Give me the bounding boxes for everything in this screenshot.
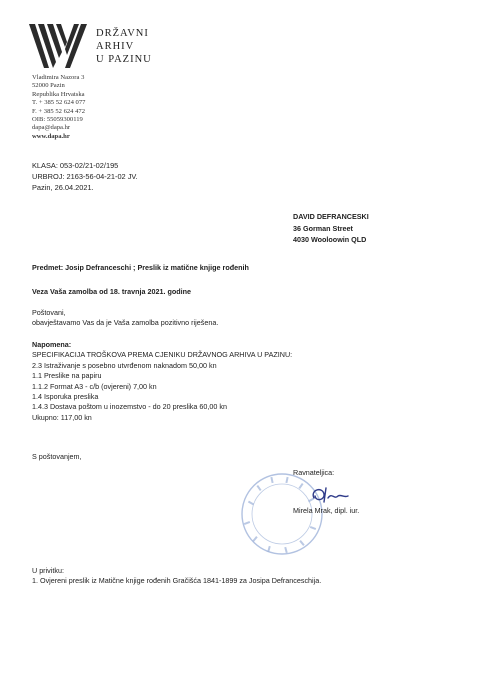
attachment-title: U privitku: — [32, 566, 64, 575]
signatory-name: Mirela Mrak, dipl. iur. — [293, 506, 360, 515]
urbroj-line: URBROJ: 2163-56-04-21-02 JV. — [32, 172, 138, 181]
attachment-block — [32, 566, 321, 587]
note-line: 1.4 Isporuka preslika — [32, 392, 99, 402]
letter-body — [32, 308, 218, 329]
note-line: 1.4.3 Dostava poštom u inozemstvo - do 20 preslika 60,00 kn — [32, 402, 227, 412]
address-line: 52000 Pazin — [32, 82, 65, 90]
institution-name-line: ARHIV — [96, 41, 135, 52]
reference-prefix: Veza — [32, 287, 48, 296]
recipient-street: 36 Gorman Street — [293, 223, 353, 233]
greeting: Poštovani, — [32, 308, 66, 317]
subject-line: Predmet: Josip Defranceschi ; Preslik iz matične knjige rođenih — [32, 263, 249, 272]
note-line: 2.3 Istraživanje s posebno utvrđenom naknadom 50,00 kn — [32, 360, 217, 370]
address-phone: T. + 385 52 624 077 — [32, 99, 86, 107]
reference-block — [32, 160, 138, 193]
attachment-item: 1. Ovjereni preslik iz Matične knjige rođenih Gračišća 1841-1899 za Josipa Defranceschija. — [32, 576, 322, 586]
note-line: 1.1.2 Format A3 - c/b (ovjereni) 7,00 kn — [32, 381, 157, 391]
address-line: Republika Hrvatska — [32, 90, 85, 98]
handwritten-signature — [308, 484, 358, 506]
sender-address — [32, 74, 85, 141]
institution-name-line: DRŽAVNI — [96, 28, 149, 39]
address-email: dapa@dapa.hr — [32, 124, 71, 132]
reference-line — [32, 287, 191, 297]
note-title: Napomena: — [32, 340, 72, 349]
address-oib: OIB: 55059300119 — [32, 116, 83, 124]
signatory-role: Ravnateljica: — [293, 468, 335, 477]
date-line: Pazin, 26.04.2021. — [32, 183, 94, 192]
institution-name-line: U PAZINU — [96, 54, 152, 65]
klasa-line: KLASA: 053-02/21-02/195 — [32, 161, 119, 170]
recipient-city: 4030 Wooloowin QLD — [293, 235, 367, 245]
note-line: SPECIFIKACIJA TROŠKOVA PREMA CJENIKU DRŽAVNOG ARHIVA U PAZINU: — [32, 350, 293, 360]
archive-logo-icon — [29, 24, 87, 70]
message: obavještavamo Vas da je Vaša zamolba pozitivno riješena. — [32, 318, 219, 328]
recipient-name: DAVID DEFRANCESKI — [293, 212, 369, 221]
note-line: 1.1 Preslike na papiru — [32, 371, 102, 381]
note-block — [32, 340, 292, 423]
recipient-address — [293, 211, 369, 246]
institution-name — [96, 27, 152, 66]
address-line: Vladimira Nazora 3 — [32, 74, 85, 81]
address-fax: F. + 385 52 624 472 — [32, 107, 86, 115]
note-total: Ukupno: 117,00 kn — [32, 412, 92, 422]
reference-text: Vaša zamolba od 18. travnja 2021. godine — [50, 287, 192, 296]
address-website: www.dapa.hr — [32, 132, 70, 140]
closing: S poštovanjem, — [32, 452, 82, 461]
